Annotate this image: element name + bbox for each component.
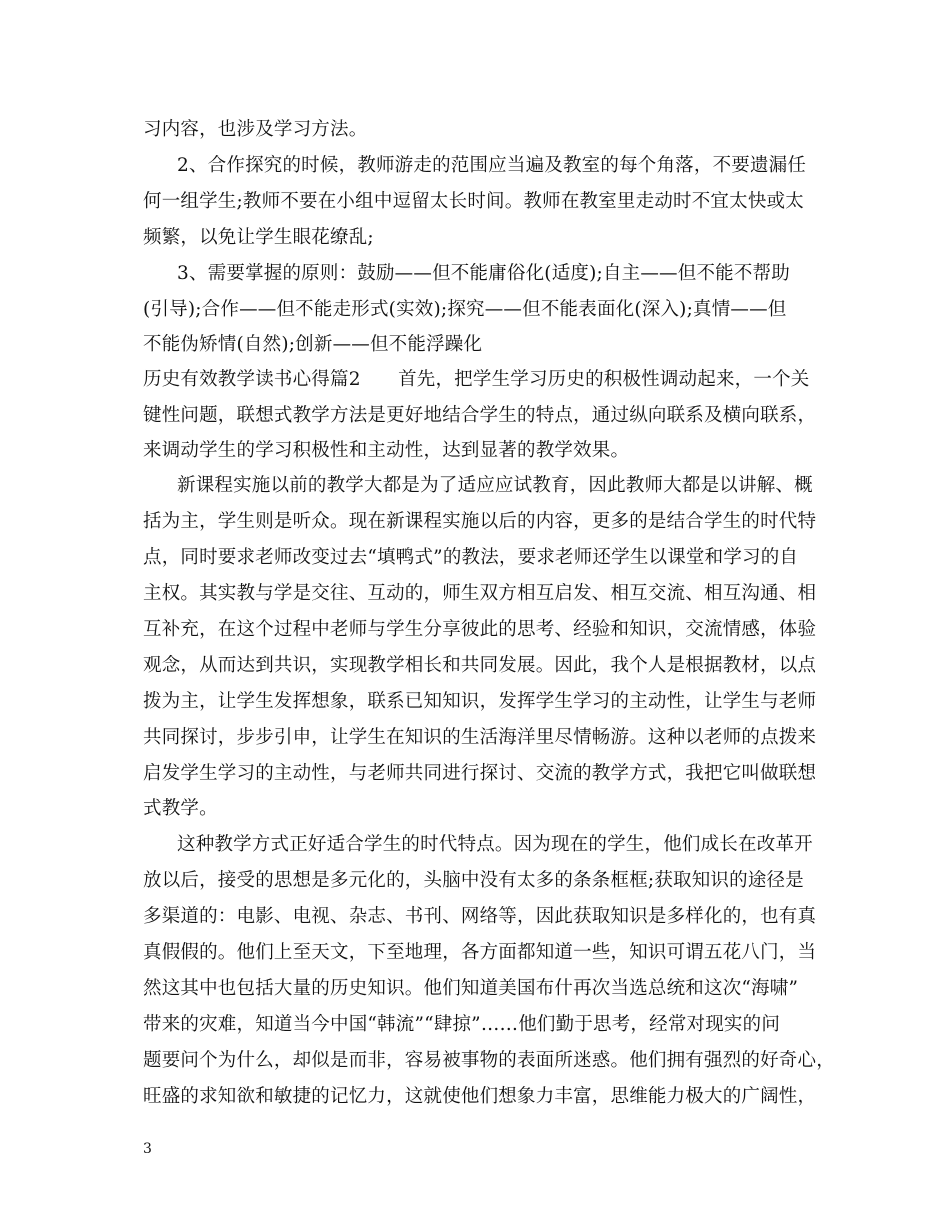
text-line: 放以后，接受的思想是多元化的，头脑中没有太多的条条框框;获取知识的途径是 <box>143 870 804 891</box>
text-line: 共同探讨，步步引申，让学生在知识的生活海洋里尽情畅游。这种以老师的点拨来 <box>143 727 817 748</box>
text-line: 式教学。 <box>143 798 218 819</box>
text-line: 旺盛的求知欲和敏捷的记忆力，这就使他们想象力丰富，思维能力极大的广阔性， <box>143 1086 817 1107</box>
text-line: 拨为主，让学生发挥想象，联系已知知识，发挥学生学习的主动性，让学生与老师 <box>143 691 817 712</box>
text-line: 互补充，在这个过程中老师与学生分享彼此的思考、经验和知识，交流情感，体验 <box>143 619 817 640</box>
text-line: 题要问个为什么，却似是而非，容易被事物的表面所迷惑。他们拥有强烈的好奇心， <box>143 1050 835 1071</box>
text-line: 键性问题，联想式教学方法是更好地结合学生的特点，通过纵向联系及横向联系， <box>143 405 817 426</box>
text-line: 不能伪矫情(自然);创新——但不能浮躁化 <box>143 334 483 355</box>
text-line: 点，同时要求老师改变过去“填鸭式”的教法，要求老师还学生以课堂和学习的自 <box>143 547 799 568</box>
text-line: 括为主，学生则是听众。现在新课程实施以后的内容，更多的是结合学生的时代特 <box>143 511 817 532</box>
text-line: (引导);合作——但不能走形式(实效);探究——但不能表面化(深入);真情——但 <box>143 299 787 320</box>
text-line: 这种教学方式正好适合学生的时代特点。因为现在的学生，他们成长在改革开 <box>177 834 813 855</box>
text-line: 启发学生学习的主动性，与老师共同进行探讨、交流的教学方式，我把它叫做联想 <box>143 763 817 784</box>
text-line: 新课程实施以前的教学大都是为了适应应试教育，因此教师大都是以讲解、概 <box>177 475 813 496</box>
text-line: 多渠道的：电影、电视、杂志、书刊、网络等，因此获取知识是多样化的，也有真 <box>143 906 817 927</box>
text-line: 来调动学生的学习积极性和主动性，达到显著的教学效果。 <box>143 440 630 461</box>
text-line: 3、需要掌握的原则：鼓励——但不能庸俗化(适度);自主——但不能不帮助 <box>177 263 790 284</box>
text-line: 主权。其实教与学是交往、互动的，师生双方相互启发、相互交流、相互沟通、相 <box>143 583 817 604</box>
text-line: 习内容，也涉及学习方法。 <box>143 119 368 140</box>
page-number: 3 <box>143 1141 152 1157</box>
text-line: 真假假的。他们上至天文，下至地理，各方面都知道一些，知识可谓五花八门，当 <box>143 942 817 963</box>
text-line: 带来的灾难，知道当今中国“韩流”“肆掠”……他们勤于思考，经常对现实的问 <box>143 1014 781 1035</box>
text-line: 然这其中也包括大量的历史知识。他们知道美国布什再次当选总统和这次“海啸” <box>143 978 799 999</box>
text-line: 2、合作探究的时候，教师游走的范围应当遍及教室的每个角落，不要遗漏任 <box>177 155 807 176</box>
text-line: 何一组学生;教师不要在小组中逗留太长时间。教师在教室里走动时不宜太快或太 <box>143 191 804 212</box>
text-line: 频繁，以免让学生眼花缭乱; <box>143 227 374 248</box>
text-line: 历史有效教学读书心得篇2 首先，把学生学习历史的积极性调动起来，一个关 <box>143 369 810 390</box>
text-line: 观念，从而达到共识，实现教学相长和共同发展。因此，我个人是根据教材，以点 <box>143 655 817 676</box>
